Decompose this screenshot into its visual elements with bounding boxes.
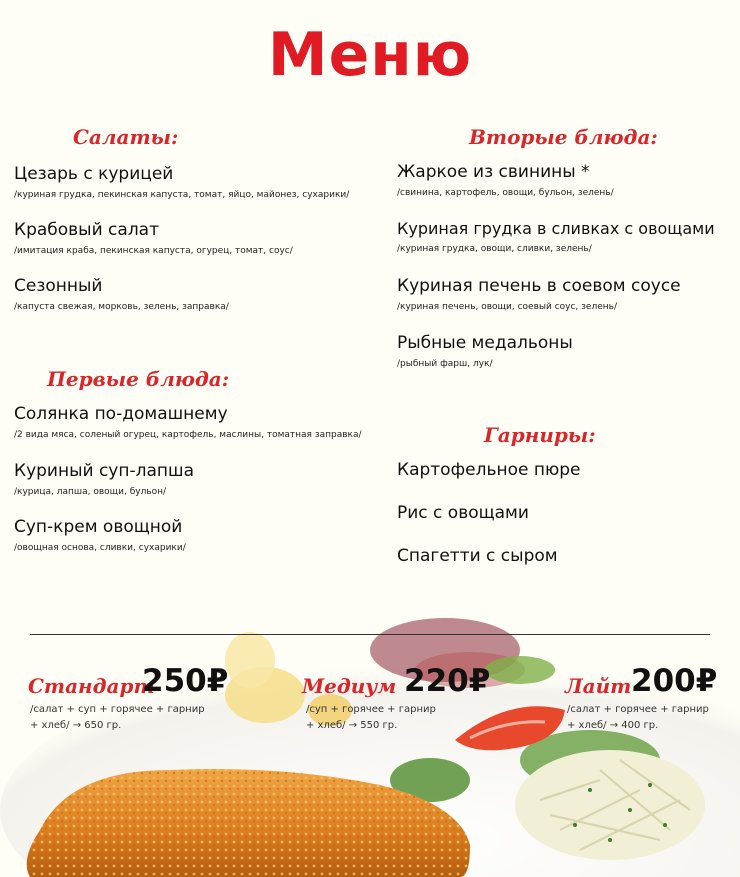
- menu-item-name: Куриная печень в соевом соусе: [397, 276, 681, 296]
- menu-item-name: Солянка по-домашнему: [14, 404, 228, 424]
- combo-description: [30, 702, 205, 734]
- combo-description-line: + хлеб/ → 400 гр.: [567, 720, 659, 731]
- menu-item: [14, 276, 229, 312]
- menu-item-name: Сезонный: [14, 276, 103, 296]
- section-first-heading: Первые блюда:: [47, 367, 230, 391]
- menu-item: [14, 461, 194, 497]
- menu-item: [397, 460, 581, 480]
- combo-description: [306, 702, 436, 734]
- menu-item-description: /имитация краба, пекинская капуста, огурец, томат, соус/: [14, 246, 293, 256]
- menu-item-name: Куриная грудка в сливках с овощами: [397, 219, 715, 238]
- menu-item-name: Картофельное пюре: [397, 460, 581, 480]
- menu-item-description: /куриная печень, овощи, соевый соус, зелень/: [397, 302, 617, 312]
- menu-item-description: /капуста свежая, морковь, зелень, заправка/: [14, 302, 229, 312]
- menu-item: [397, 333, 573, 369]
- combo-description-line: /салат + горячее + гарнир: [567, 704, 709, 715]
- combo-price: 220₽: [404, 663, 491, 699]
- menu-item: [14, 220, 293, 256]
- menu-item-name: Рыбные медальоны: [397, 333, 573, 353]
- menu-item-name: Спагетти с сыром: [397, 546, 558, 566]
- combo-description-line: /суп + горячее + гарнир: [306, 704, 436, 715]
- combo-description: [567, 702, 709, 734]
- menu-item: [14, 164, 349, 200]
- food-photo-illustration: [0, 600, 740, 877]
- divider: [30, 634, 710, 635]
- section-second-heading: Вторые блюда:: [469, 125, 658, 149]
- combo-label: Лайт: [565, 674, 632, 698]
- menu-item-description: /куриная грудка, пекинская капуста, томат, яйцо, майонез, сухарики/: [14, 190, 350, 200]
- combo-price: 200₽: [631, 663, 718, 699]
- menu-title: Меню: [267, 20, 473, 90]
- combo-price: 250₽: [142, 663, 229, 699]
- menu-item: [397, 162, 614, 198]
- menu-item-description: /2 вида мяса, соленый огурец, картофель, маслины, томатная заправка/: [14, 430, 362, 440]
- combo-label: Медиум: [302, 674, 397, 698]
- menu-item: [397, 503, 529, 523]
- combo-description-line: + хлеб/ → 650 гр.: [30, 720, 122, 731]
- combo-description-line: /салат + суп + горячее + гарнир: [30, 704, 205, 715]
- section-garnish-heading: Гарниры:: [484, 423, 596, 447]
- menu-item-description: /рыбный фарш, лук/: [397, 359, 493, 369]
- menu-item-name: Крабовый салат: [14, 220, 160, 240]
- menu-item-name: Суп-крем овощной: [14, 517, 183, 537]
- combo-label: Стандарт: [28, 674, 155, 698]
- menu-item-description: /куриная грудка, овощи, сливки, зелень/: [397, 244, 592, 254]
- section-salads-heading: Салаты:: [73, 125, 179, 149]
- menu-item-description: /овощная основа, сливки, сухарики/: [14, 543, 186, 553]
- combo-description-line: + хлеб/ → 550 гр.: [306, 720, 398, 731]
- menu-item: [14, 517, 186, 553]
- menu-item: [397, 276, 681, 312]
- menu-item-name: Рис с овощами: [397, 503, 529, 523]
- menu-item-description: /свинина, картофель, овощи, бульон, зелень/: [397, 188, 614, 198]
- menu-item: [14, 404, 362, 440]
- menu-item-description: /курица, лапша, овощи, бульон/: [14, 487, 167, 497]
- menu-item: [397, 219, 715, 254]
- menu-item-name: Жаркое из свинины *: [397, 162, 590, 182]
- menu-item-name: Цезарь с курицей: [14, 164, 174, 184]
- menu-item-name: Куриный суп-лапша: [14, 461, 194, 481]
- food-photo: [0, 600, 740, 877]
- menu-item: [397, 546, 558, 566]
